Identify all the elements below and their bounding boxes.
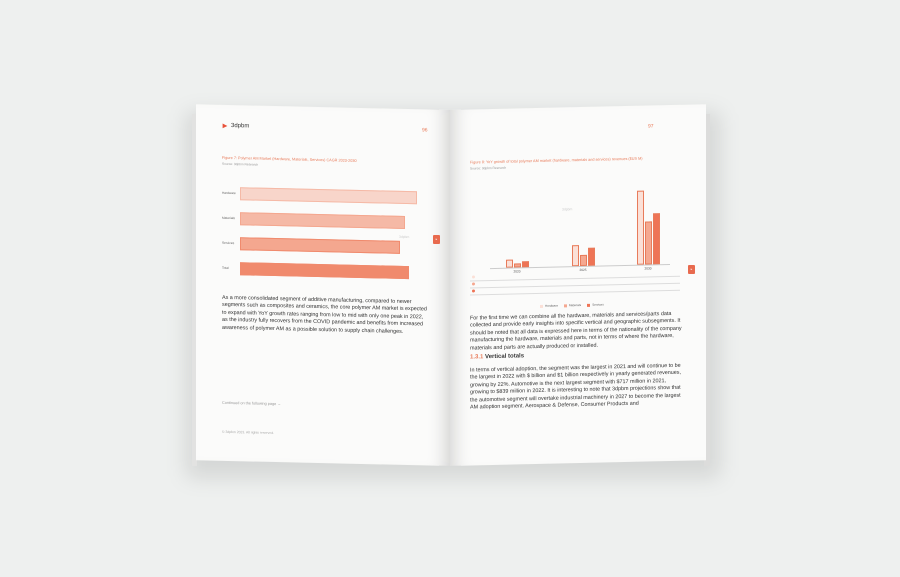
legend-label: Services (592, 302, 604, 307)
bar (645, 221, 652, 264)
right-body-text-2: In terms of vertical adoption, the segment was the largest in 2021 and will continue to be the largest in 2022 with $ billion and $1 billion respectively in yearly generated revenues, growing by 22%. Automotive is the next largest segment with $717 million in 2021, growing to $839 million in 2022. It is interesting to note that 3dpbm projections show that the automotive segment will overtake industrial machinery in 2027 to become the largest AM adoption segment. Aerospace & Defense, Consumer Products and (470, 362, 681, 411)
figure-source-right: Source: 3dpbm Research (470, 165, 507, 171)
x-tick-label: 2025 (579, 267, 587, 273)
bar (240, 212, 405, 229)
legend-swatch (564, 304, 567, 307)
continued-link[interactable]: Continued on the following page → (222, 400, 282, 407)
left-page (196, 104, 450, 466)
bar (580, 255, 587, 266)
right-body-text-1: For the first time we can combine all the hardware, materials and services/parts data collected and provide early insights into specific vertical and geographic subsegments. It should be noted that all data is expressed here in terms of the nationality of the company manufacturing the hardware, materials and parts, not in terms of where the hardware, materials and parts are actually produced or installed. (470, 310, 682, 352)
table-row-dot (472, 289, 475, 292)
section-number: 1.3.1 (470, 354, 484, 361)
table-rule (470, 283, 680, 289)
bar (653, 213, 660, 264)
table-row-dot (472, 282, 475, 285)
page-number-left: 96 (422, 127, 428, 134)
chart-watermark-left (399, 235, 409, 239)
figure-source-left: Source: 3dpbm Research (222, 161, 259, 167)
bar (240, 187, 417, 204)
legend-swatch (587, 303, 590, 306)
table-rule (470, 276, 680, 282)
table-dots (450, 104, 706, 110)
figure-title-right: Figure 8: YoY growth of total polymer AM market (hardware, materials and services) revenues ($US M) (470, 156, 643, 165)
chart-legend (540, 303, 604, 308)
bar (588, 248, 595, 266)
watermark-brand-right: 3dpbm (562, 207, 573, 212)
left-body-text: As a more consolidated segment of additive manufacturing, compared to newer segments such as composites and ceramics, the core polymer AM market is expected to expand with YoY growth rates ranging from low to mid with only one peak in 2022, as the industry fully recovers from the COVID pandemic and benefits from increased awareness of polymer AM as a possible solution to supply chain challenges. (222, 294, 427, 335)
bar (240, 237, 400, 254)
section-title: Vertical totals (485, 353, 525, 361)
3dpbm-logo-icon (222, 123, 228, 129)
copyright-footer: © 3dpbm 2023. All rights reserved. (222, 429, 275, 436)
table-rule (470, 290, 680, 296)
legend-item (564, 303, 581, 307)
bar (572, 245, 579, 267)
legend-label: Materials (569, 303, 582, 308)
pdf-tab-icon[interactable]: ▸ (433, 235, 440, 244)
figure-title-left: Figure 7: Polymer AM Market (Hardware, Materials, Services) CAGR 2023-2030 (222, 155, 357, 163)
x-tick-label: 2020 (513, 269, 521, 274)
bar-label: Hardware (222, 190, 236, 196)
bar (637, 191, 644, 265)
bar (506, 260, 513, 268)
right-page (450, 104, 706, 466)
legend-item (540, 304, 558, 308)
legend-item (587, 303, 604, 307)
chart-watermark-right (562, 207, 572, 211)
legend-swatch (540, 304, 543, 307)
legend-label: Hardware (545, 303, 559, 308)
section-heading (470, 353, 524, 360)
bar-label: Materials (222, 215, 235, 221)
bar-label: Total (222, 265, 229, 270)
pdf-tab-icon-right[interactable]: ▸ (688, 265, 695, 274)
bar (240, 262, 409, 279)
brand-name: 3dpbm (231, 123, 250, 130)
watermark-brand: 3dpbm (399, 234, 410, 240)
page-number-right: 97 (648, 123, 654, 130)
x-tick-label: 2030 (644, 266, 652, 271)
bar-label: Services (222, 240, 235, 246)
brand-logo (222, 123, 249, 130)
table-row-dot (472, 275, 475, 278)
